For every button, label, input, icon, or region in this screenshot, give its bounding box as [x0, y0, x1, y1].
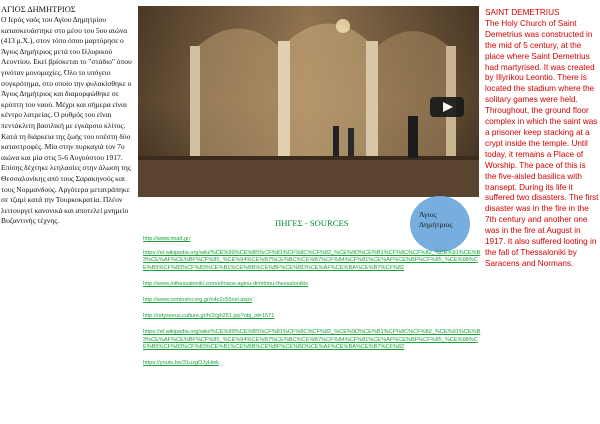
- english-text-block: [485, 8, 599, 270]
- source-link[interactable]: http://www.inthessaloniki.com/el/naos-agiou-dimitriou-thessalonikis: [143, 280, 309, 287]
- source-link[interactable]: https://youtu.be/31uxgOJyHwk: [143, 360, 219, 367]
- english-title: SAINT DEMETRIUS: [485, 8, 560, 17]
- church-interior-image: [138, 6, 479, 197]
- saint-badge-label: Άγιος Δημήτριος: [419, 210, 453, 229]
- english-body: The Holy Church of Saint Demetrius was constructed in the mid of 5 century, at the place where Saint Demetrius had martyrised. It was created by Illyrikou Leontio. There is located the stadium where the solitary games were held. Throughout, the ground floor complex in which the saint was a prisoner keep stacking at a crypt inside the temple. Until today, it remains a Place of Worship. The pace of this is the five-aisled basilica with transept. During its life it suffered two disasters. The first disaster was in the fire in the 7th century and another one was in the fire at August in 1917. It also suffered looting in the fall of Thessaloniki by Saracens and Normans.: [485, 18, 599, 268]
- source-link[interactable]: http://www.romiosini.org.gr/n4c2c55cel.aspx: [143, 297, 253, 304]
- greek-title: ΑΓΙΟΣ ΔΗΜΗΤΡΙΟΣ: [1, 5, 76, 14]
- source-link[interactable]: http://www.imad.gr/: [143, 236, 191, 242]
- sources-list: [143, 236, 483, 376]
- source-link[interactable]: https://el.wikipedia.org/wiki/%CE%99%CE%B5%CF%81%CF%8C%CF%82_%CE%9D%CE%B1%CF%8C%CF%82_%CE%91%CE%B3%CE%AF%CE%BF%CF%85_%CE%94%CE%B7%CE%BC%CE%B7%CF%84%CF%81%CE%AF%CE%BF%CF%85_%CE%98%CE%B5%CF%83%CF%83%CE%B1%CE%BB%CE%BF%CE%BD%CE%AF%CE%BA%CE%B7%CF%82: [143, 250, 481, 271]
- source-link[interactable]: https://el.wikipedia.org/wiki/%CE%99%CE%B5%CF%81%CF%8C%CF%82_%CE%9D%CE%B1%CF%8C%CF%82_%CE%91%CE%B3%CE%AF%CE%BF%CF%85_%CE%94%CE%B7%CE%BC%CE%B7%CF%84%CF%81%CE%AF%CE%BF%CF%85_%CE%98%CE%B5%CF%83%CF%83%CE%B1%CE%BB%CE%BF%CE%BD%CE%AF%CE%BA%CE%B7%CF%82: [143, 329, 481, 350]
- play-icon[interactable]: [430, 97, 464, 117]
- sources-title: ΠΗΓΕΣ - SOURCES: [275, 218, 349, 228]
- video-player[interactable]: [138, 6, 479, 197]
- greek-text-block: [1, 4, 137, 227]
- greek-body: Ο Ιερός ναός του Αγίου Δημητρίου κατασκευάστηκε στο μέσο του 5ου αιώνα (413 μ.Χ.), στον τόπο όπου μαρτύρησε ο Άγιος Δημήτριος μετά του Ιλλυρικού Λεοντίου. Εκεί βρίσκεται το "στάδιο" όπου γινόταν μονομαχίες. Όλο το υπόγειο συγκρότημα, στο οποίο την φυλακίσθηκε ο Άγιος Δημήτριος και διαμορφώθηκε σε κρύπτη του ναού. Μέχρι και σήμερα είναι κέντρο λατρείας. Ο ρυθμός του είναι πεντάκλιτη βασιλική με εγκάρσιο κλίτος. Κατά τη διάρκεια της ζωής του υπέστη δύο καταστροφές. Μία στην πυρκαγιά τον 7ο αιώνα και μία στις 5-6 Αυγούστου 1917. Επίσης δέχτηκε λεηλασίες στην άλωση της Θεσσαλονίκης από τους Σαρακηνούς και τους Νορμανδούς. Αργότερα μετατράπηκε σε τζαμί κατά την Τουρκοκρατία. Πλέον λειτουργεί κανονικά και αποτελεί μνημείο Βυζαντινής τέχνης.: [1, 15, 132, 226]
- source-link[interactable]: http://odysseus.culture.gr/h/2/gh251.jsp?obj_id=1571: [143, 313, 275, 320]
